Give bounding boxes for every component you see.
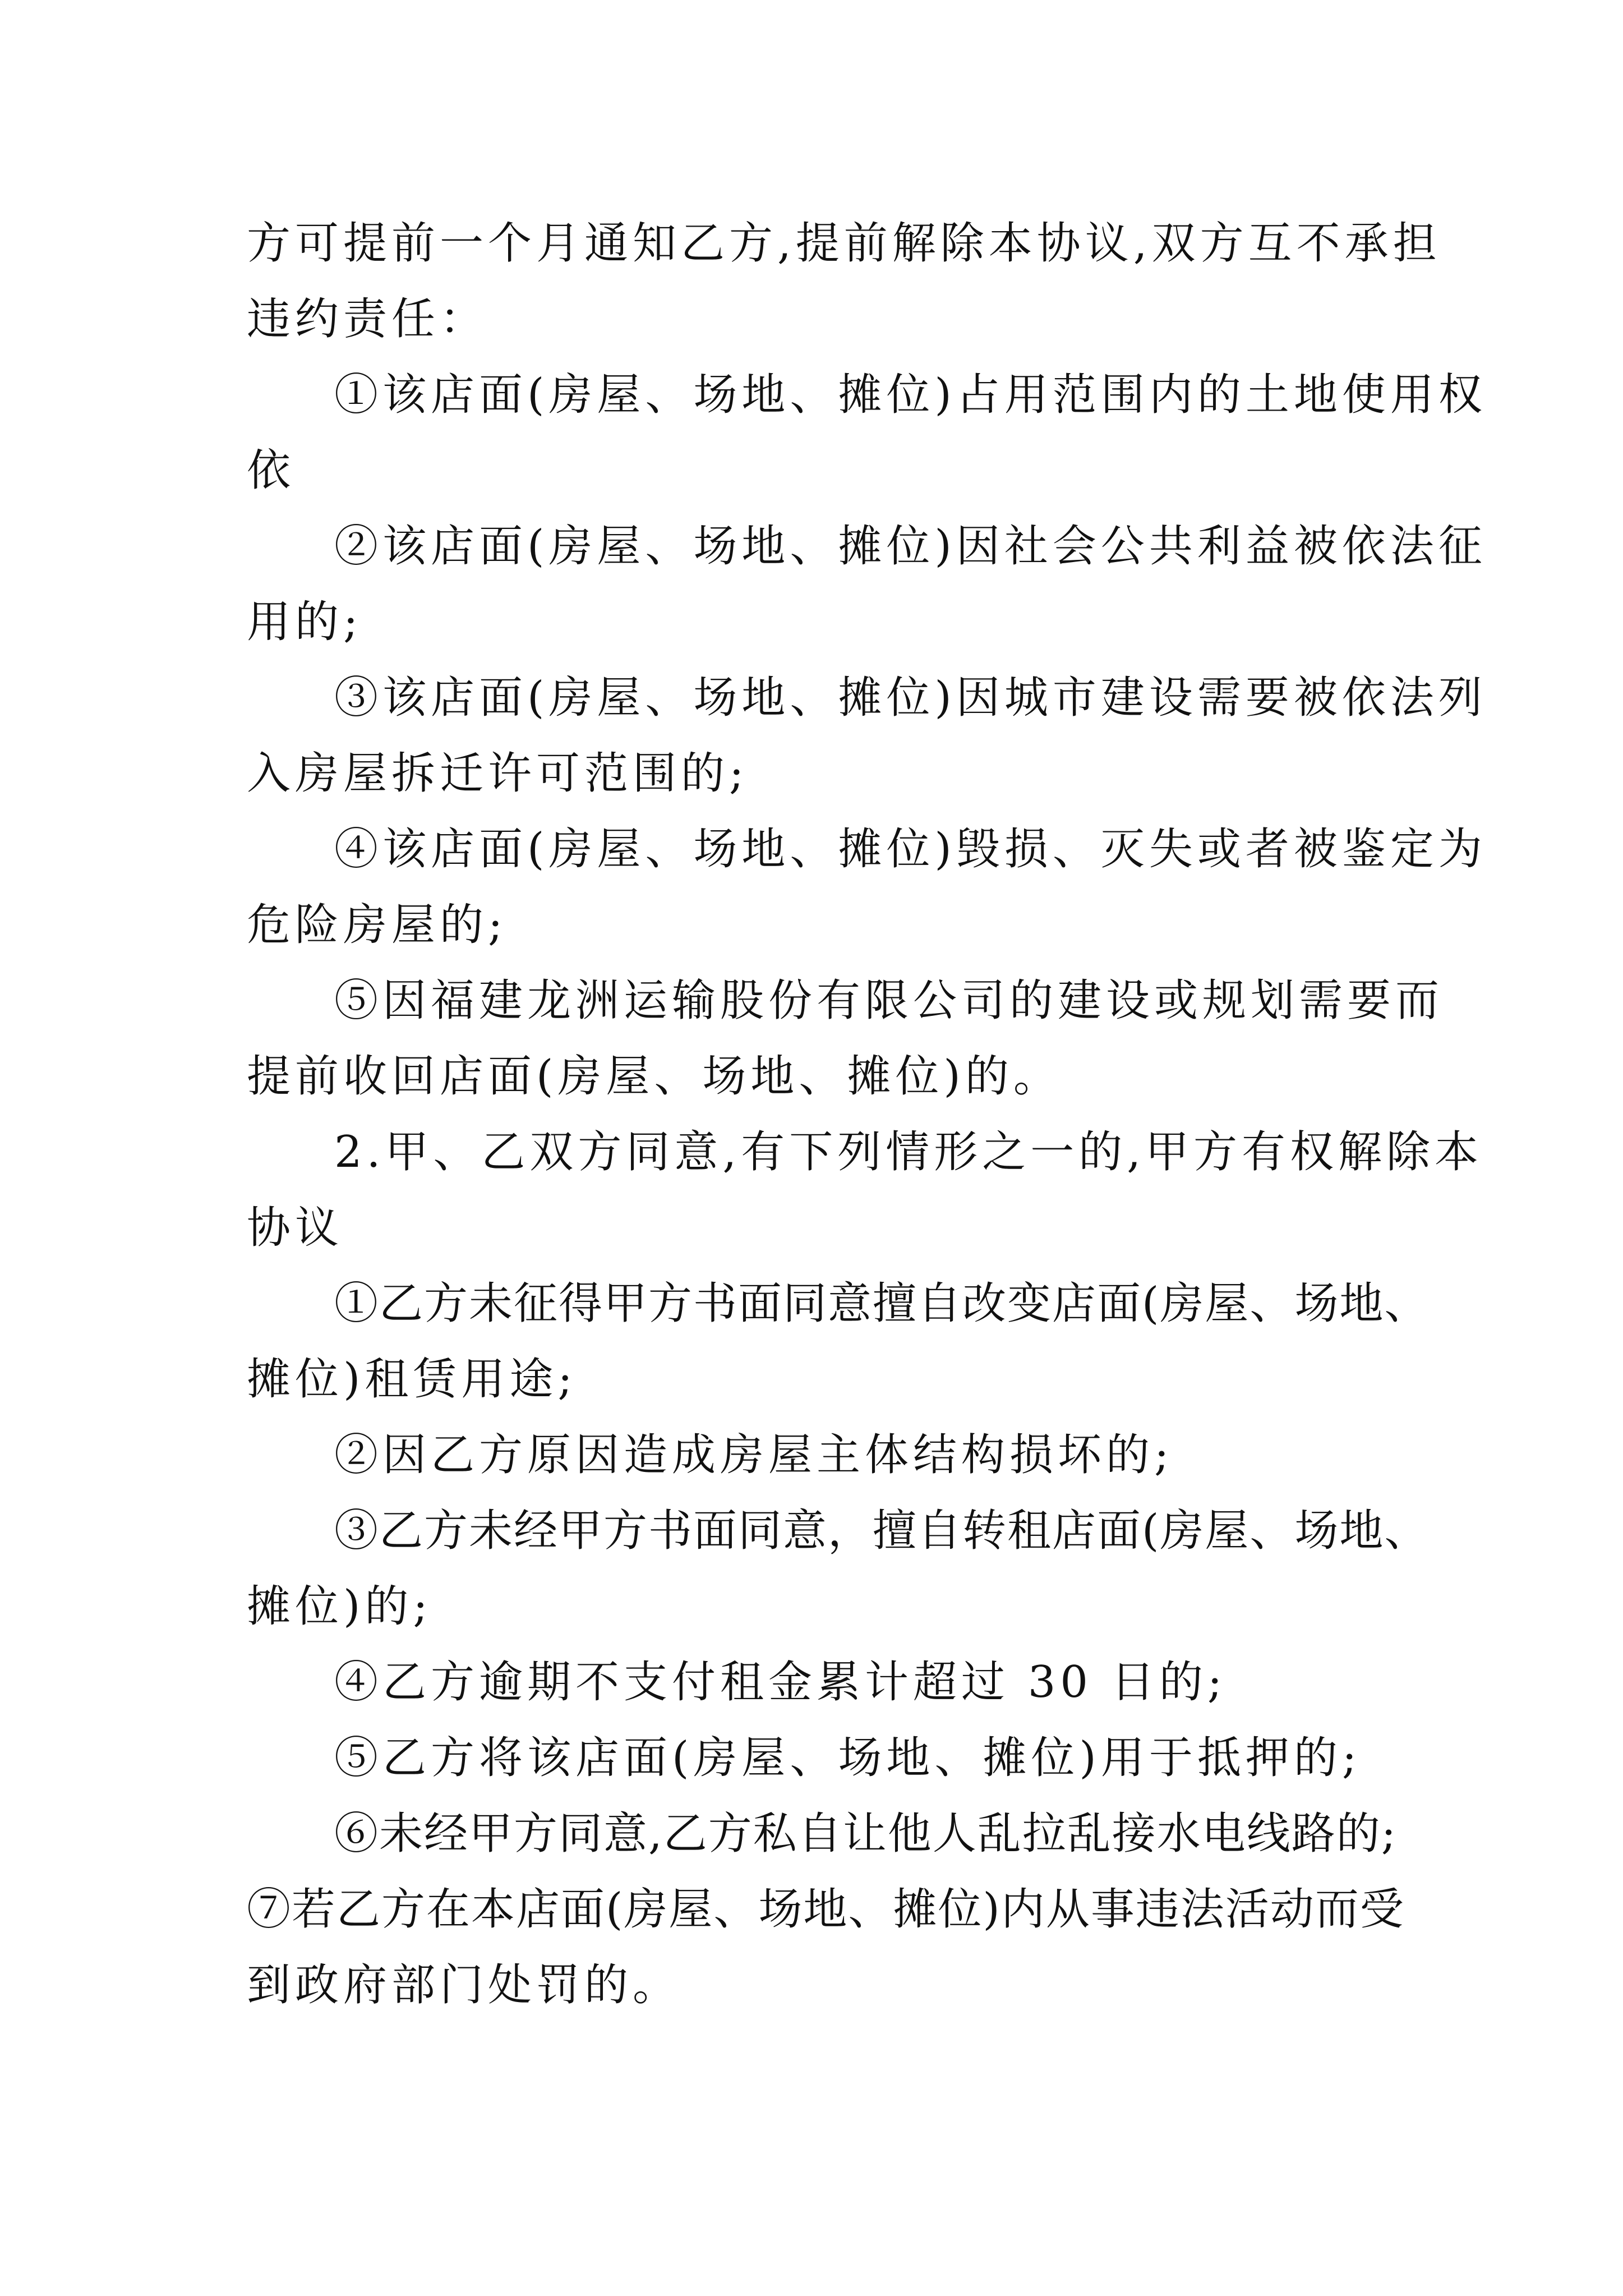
text-line-2: 违约责任： xyxy=(247,294,488,344)
text-line-16: 摊位)租赁用途; xyxy=(247,1354,577,1405)
text-line-19: 摊位)的; xyxy=(247,1581,432,1632)
clause-1-1: ①该店面(房屋、场地、摊位)占用范围内的土地使用权 xyxy=(334,370,1487,420)
text-line-1: 方可提前一个月通知乙方,提前解除本协议,双方互不承担 xyxy=(247,218,1441,269)
clause-2-7: ⑦若乙方在本店面(房屋、场地、摊位)内从事违法活动而受 xyxy=(247,1884,1405,1935)
clause-1-2: ②该店面(房屋、场地、摊位)因社会公共利益被依法征 xyxy=(334,521,1487,572)
clause-2-6: ⑥未经甲方同意,乙方私自让他人乱拉乱接水电线路的; xyxy=(334,1809,1398,1859)
text-line-12: 提前收回店面(房屋、场地、摊位)的。 xyxy=(247,1051,1062,1102)
text-line-8: 入房屋拆迁许可范围的; xyxy=(247,748,749,799)
clause-1-5: ⑤因福建龙洲运输股份有限公司的建设或规划需要而 xyxy=(334,976,1444,1026)
clause-2-4: ④乙方逾期不支付租金累计超过 30 日的; xyxy=(334,1657,1227,1708)
text-line-4: 依 xyxy=(247,445,296,496)
text-line-6: 用的; xyxy=(247,597,363,647)
clause-2-1: ①乙方未征得甲方书面同意擅自改变店面(房屋、场地、 xyxy=(334,1278,1430,1329)
text-line-10: 危险房屋的; xyxy=(247,900,508,950)
clause-1-4: ④该店面(房屋、场地、摊位)毁损、灭失或者被鉴定为 xyxy=(334,824,1487,875)
clause-1-3: ③该店面(房屋、场地、摊位)因城市建设需要被依法列 xyxy=(334,673,1487,723)
text-line-24: 到政府部门处罚的。 xyxy=(247,1960,681,2010)
clause-2-2: ②因乙方原因造成房屋主体结构损坏的; xyxy=(334,1430,1174,1480)
clause-2-3: ③乙方未经甲方书面同意，擅自转租店面(房屋、场地、 xyxy=(334,1506,1430,1556)
text-line-14: 协议 xyxy=(247,1203,344,1253)
section-2-heading: 2.甲、乙双方同意,有下列情形之一的,甲方有权解除本 xyxy=(334,1127,1483,1177)
clause-2-5: ⑤乙方将该店面(房屋、场地、摊位)用于抵押的; xyxy=(334,1733,1362,1783)
